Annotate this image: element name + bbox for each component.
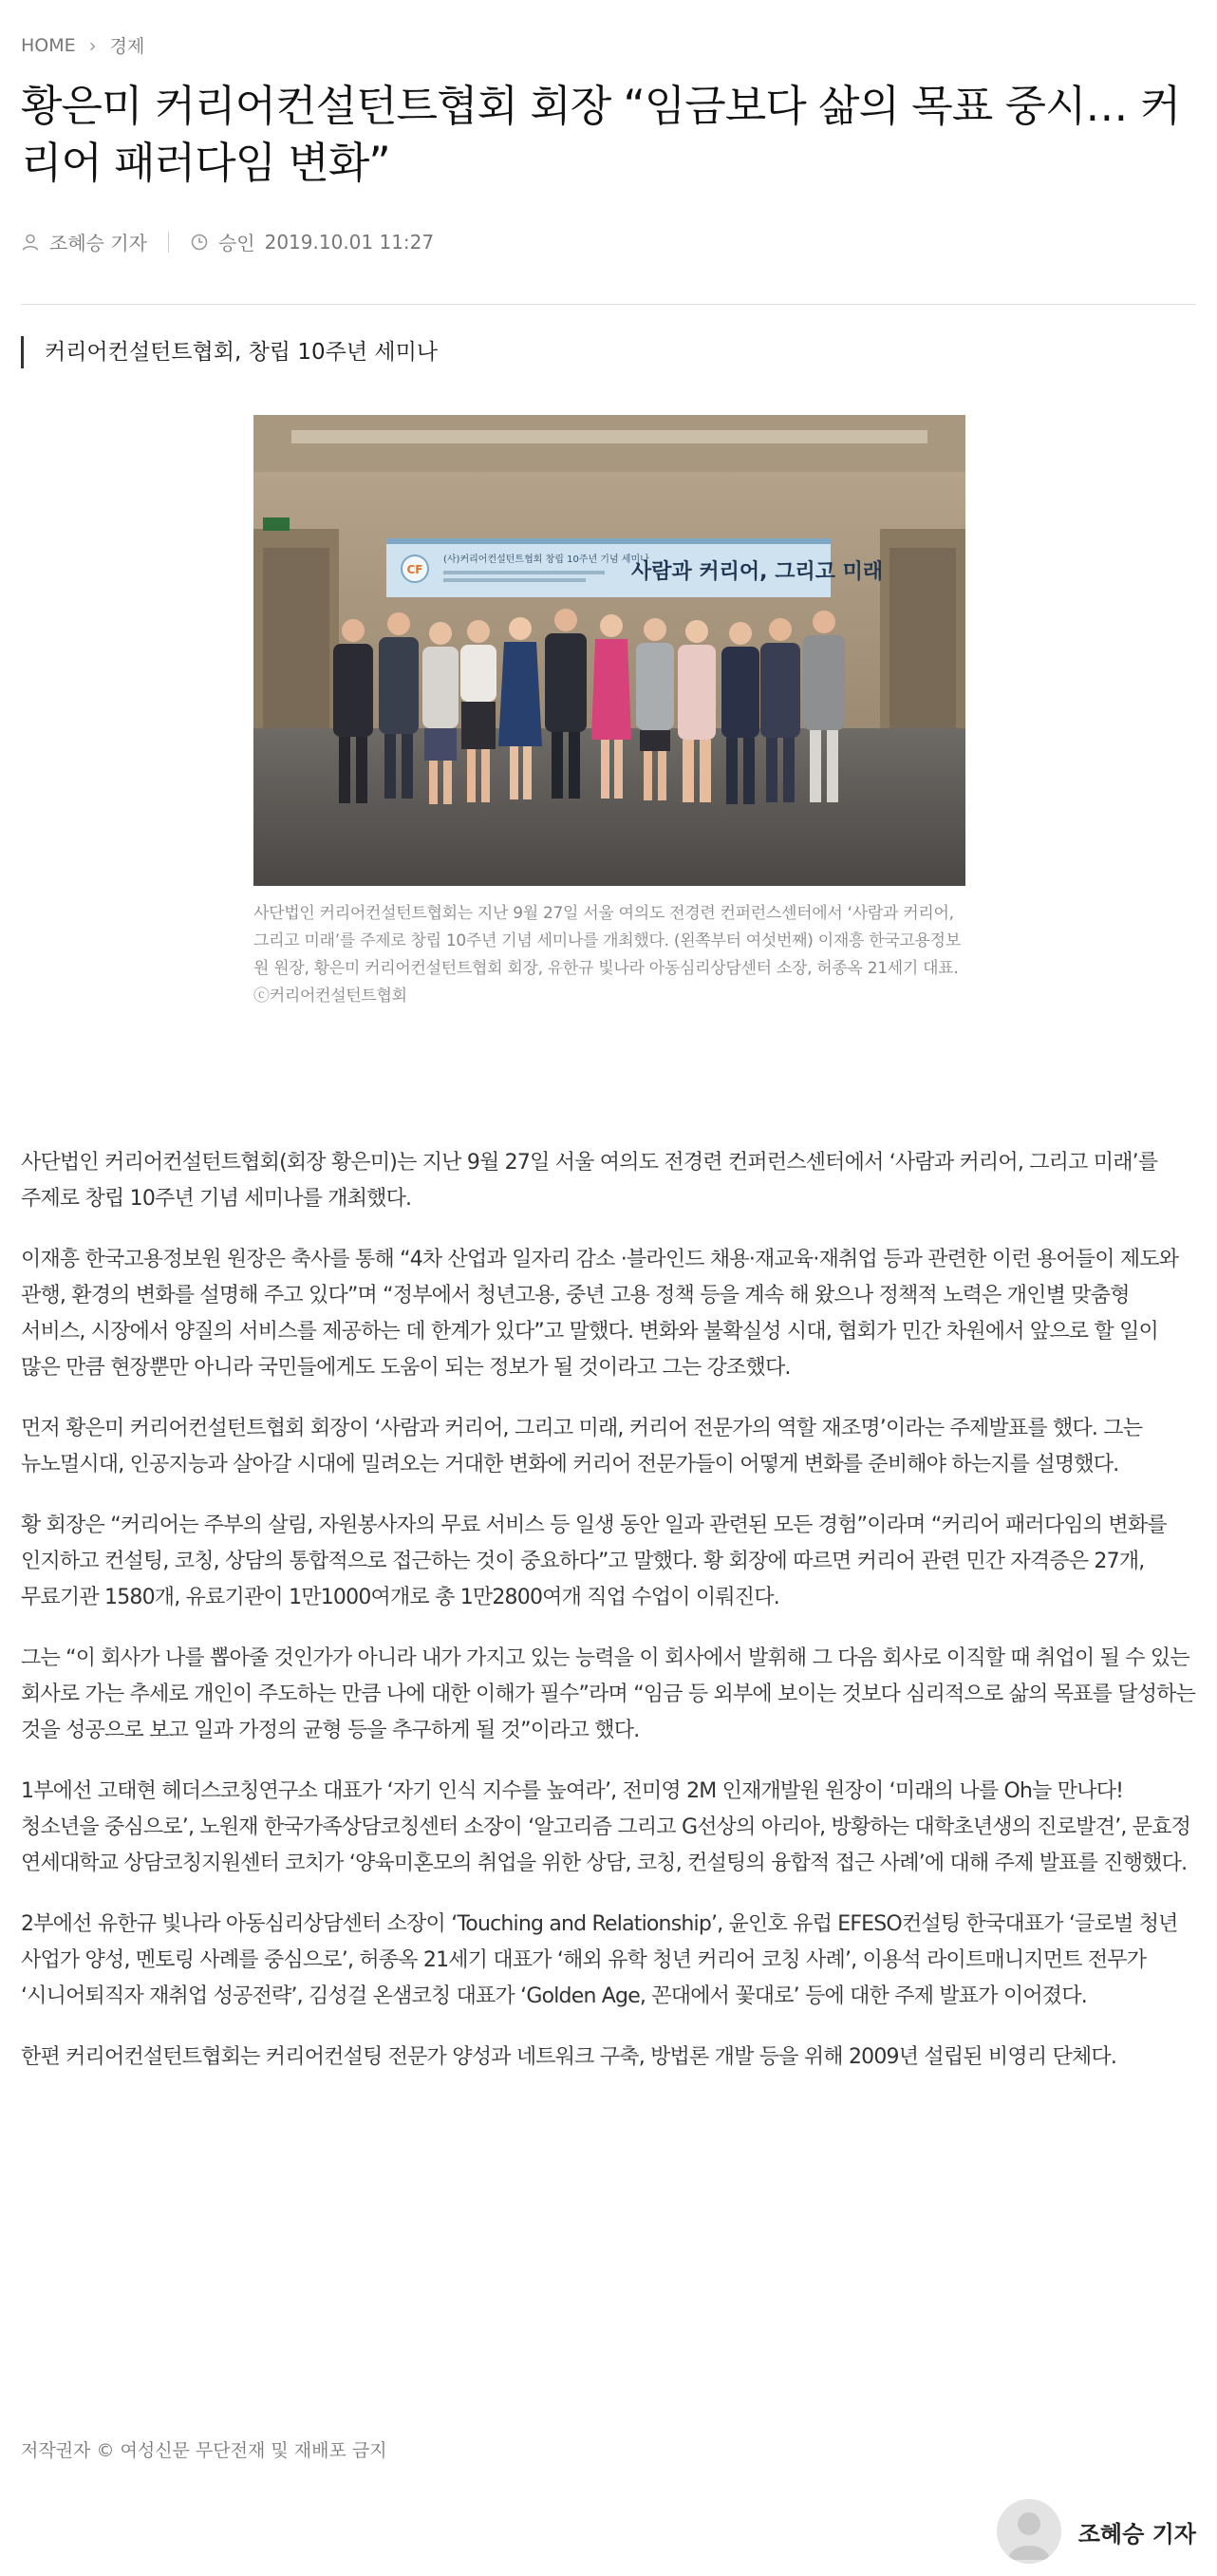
reporter-name[interactable]: 조혜승 기자 <box>1077 2520 1196 2548</box>
article-paragraph: 먼저 황은미 커리어컨설턴트협회 회장이 ‘사람과 커리어, 그리고 미래, 커리어 전문가의 역할 재조명’이라는 주제발표를 했다. 그는 뉴노멀시대, 인공지능과 살아갈 시대에 밀려오는 거대한 변화에 커리어 전문가들이 어떻게 변화를 준비해야 하는지를 설명했다. <box>21 1417 1143 1476</box>
header-divider <box>21 304 1196 305</box>
article-title: 황은미 커리어컨설턴트협회 회장 “임금보다 삶의 목표 중시… 커리어 패러다임 변화” <box>21 81 1181 188</box>
published-label: 승인 <box>217 232 255 254</box>
article-paragraph: 황 회장은 “커리어는 주부의 살림, 자원봉사자의 무료 서비스 등 일생 동안 일과 관련된 모든 경험”이라며 “커리어 패러다임의 변화를 인지하고 컨설팅, 코칭, 상담의 통합적으로 접근하는 것이 중요하다”고 말했다. 황 회장에 따르면 커리어 관련 민간 자격증은 27개, 무료기관 1580개, 유료기관이 1만1000여개로 총 1만2800여개 직업 수업이 이뤄진다. <box>21 1514 1167 1609</box>
article-paragraph: 이재흥 한국고용정보원 원장은 축사를 통해 “4차 산업과 일자리 감소 ·블라인드 채용·재교육·재취업 등과 관련한 이런 용어들이 제도와 관행, 환경의 변화를 설명해 주고 있다”며 “정부에서 청년고용, 중년 고용 정책 등을 계속 해 왔으나 정책적 노력은 개인별 맞춤형 서비스, 시장에서 양질의 서비스를 제공하는 데 한계가 있다”고 말했다. 변화와 불확실성 시대, 협회가 민간 차원에서 앞으로 할 일이 많은 만큼 현장뿐만 아니라 국민들에게도 도움이 되는 정보가 될 것이라고 그는 강조했다. <box>21 1248 1179 1380</box>
article-meta <box>21 228 434 255</box>
breadcrumb <box>21 32 144 58</box>
clock-icon <box>190 233 209 252</box>
meta-divider <box>168 232 169 253</box>
breadcrumb-home-link[interactable]: HOME <box>21 34 76 56</box>
article-paragraph: 그는 “이 회사가 나를 뽑아줄 것인가가 아니라 내가 가지고 있는 능력을 이 회사에서 발휘해 그 다음 회사로 이직할 때 취업이 될 수 있는 회사로 가는 추세로 개인이 주도하는 만큼 나에 대한 이해가 필수”라며 “임금 등 외부에 보이는 것보다 심리적으로 삶의 목표를 달성하는 것을 성공으로 보고 일과 가정의 균형 등을 추구하게 될 것”이라고 했다. <box>21 1646 1196 1742</box>
article-body <box>21 1145 1198 2100</box>
banner-small-text: (사)커리어컨설턴트협회 창립 10주년 기념 세미나 <box>443 555 649 565</box>
user-silhouette-icon <box>997 2499 1061 2564</box>
article-paragraph: 1부에선 고태현 헤더스코칭연구소 대표가 ‘자기 인식 지수를 높여라’, 전미영 2M 인재개발원 원장이 ‘미래의 나를 Oh늘 만나다! 청소년을 중심으로’, 노원재 한국가족상담코칭센터 소장이 ‘알고리즘 그리고 G선상의 아리아, 방황하는 대학초년생의 진로발견’, 문효정 연세대학교 상담코칭지원센터 코치가 ‘양육미혼모의 취업을 위한 상담, 코칭, 컨설팅의 융합적 접근 사례’에 대해 주제 발표를 진행했다. <box>21 1779 1191 1875</box>
banner-large-text: 사람과 커리어, 그리고 미래 <box>631 560 884 584</box>
reporter-byline[interactable] <box>997 2499 1196 2564</box>
copyright-notice: 저작권자 © 여성신문 무단전재 및 재배포 금지 <box>21 2440 387 2461</box>
photo-caption: 사단법인 커리어컨설턴트협회는 지난 9월 27일 서울 여의도 전경련 컨퍼런스센터에서 ‘사람과 커리어, 그리고 미래’를 주제로 창립 10주년 기념 세미나를 개최했다. (왼쪽부터 여섯번째) 이재흥 한국고용정보원 원장, 황은미 커리어컨설턴트협회 회장, 유한규 빛나라 아동심리상담센터 소장, 허종옥 21세기 대표. ⓒ커리어컨설턴트협회 <box>253 904 961 1006</box>
author-name[interactable]: 조혜승 기자 <box>49 232 147 254</box>
svg-text:CF: CF <box>406 563 423 576</box>
chevron-right-icon: › <box>88 33 97 57</box>
user-icon <box>21 233 40 252</box>
article-paragraph: 사단법인 커리어컨설턴트협회(회장 황은미)는 지난 9월 27일 서울 여의도 전경련 컨퍼런스센터에서 ‘사람과 커리어, 그리고 미래’를 주제로 창립 10주년 기념 세미나를 개최했다. <box>21 1151 1158 1211</box>
author-meta <box>21 228 147 255</box>
article-paragraph: 2부에선 유한규 빛나라 아동심리상담센터 소장이 ‘Touching and Relationship’, 윤인호 유럽 EFESO컨설팅 한국대표가 ‘글로벌 청년 사업가 양성, 멘토링 사례를 중심으로’, 허종옥 21세기 대표가 ‘해외 유학 청년 커리어 코칭 사례’, 이용석 라이트매니지먼트 전무가 ‘시니어퇴직자 재취업 성공전략’, 김성걸 온샘코칭 대표가 ‘Golden Age, 꼰대에서 꽃대로’ 등에 대한 주제 발표가 이어졌다. <box>21 1912 1178 2008</box>
article-paragraph: 한편 커리어컨설턴트협회는 커리어컨설팅 전문가 양성과 네트워크 구축, 방법론 개발 등을 위해 2009년 설립된 비영리 단체다. <box>21 2045 1117 2069</box>
published-meta <box>190 228 434 255</box>
published-date: 2019.10.01 11:27 <box>264 230 435 254</box>
avatar <box>997 2499 1061 2564</box>
article-photo <box>253 415 965 886</box>
article-subtitle: 커리어컨설턴트협회, 창립 10주년 세미나 <box>21 336 438 368</box>
breadcrumb-section-link[interactable]: 경제 <box>109 36 145 57</box>
